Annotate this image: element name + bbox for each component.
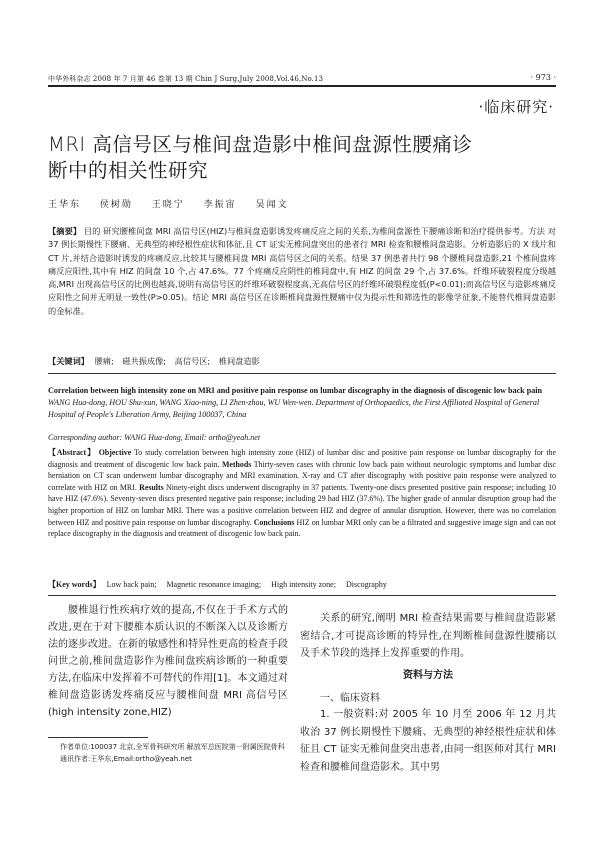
methods-text: Thirty-seven cases with chronic low back pain without neurologic symptoms and lumbar disc herniation on CT scan underwent lumbar discography and MRI examination. X-ray and CT after discography with positive pain response were analyzed to correlate with HIZ on MRI. [48, 459, 556, 492]
author: 李振宙 [203, 200, 237, 210]
cn-abstract-text: 目的 研究腰椎间盘 MRI 高信号区(HIZ)与椎间盘造影诱发疼痛反应之间的关系,为椎间盘源性下腰痛诊断和治疗提供参考。方法 对 37 例长期慢性下腰痛、无典型的神经根性症状和体征,且 CT 证实无椎间盘突出的患者行 MRI 检查和腰椎间盘造影。分析造影后的 X 线片和 CT 片,并结合造影时诱发的疼痛反应,比较其与腰椎间盘 MRI 高信号区之间的关系。结果 37 例患者共行 98 个腰椎间盘造影,21 个椎间盘疼痛反应阳性,其中有 HIZ 的间盘 10 个,占 47.6%。77 个疼痛反应阴性的椎间盘中,有 HIZ 的间盘 29 个,占 37.6%。纤维环破裂程度分级越高,MRI 出现高信号区的比例也越高,说明有高信号区的纤维环破裂程度高,无高信号区的纤维环破裂程度低(P<0.01);而高信号区与造影疼痛反应阳性之间并无明显一致性(P>0.05)。结论 MRI 高信号区在诊断椎间盘源性腰痛中仅为提示性和筛选性的影像学征象,不能替代椎间盘造影的金标准。 [48, 226, 556, 316]
authors-cn [48, 197, 303, 210]
methods-label: Methods [221, 459, 252, 469]
footnote-affiliation: 作者单位:100037 北京,全军骨科研究所 解放军总医院第一附属医院骨科 [60, 743, 285, 751]
author: 王华东 [48, 200, 82, 210]
english-authors-affiliation: WANG Hua-dong, HOU Shu-xun, WANG Xiao-ning, LI Zhen-zhou, WU Wen-wen. Department of Orthopaedics, the First Affiliated Hospital of General Hospital of People's Liberation Army, Beijing 100037, China [48, 397, 540, 419]
english-abstract [48, 447, 556, 540]
keyword: Magnetic resonance imaging; [166, 580, 262, 589]
page-number: · 973 · [530, 73, 556, 82]
keyword: 腰痛; [94, 356, 114, 366]
clinical-data-subheading: 一、临床资料 [320, 693, 380, 704]
section-label: ·临床研究· [478, 98, 554, 116]
keyword: 椎间盘造影 [218, 356, 260, 366]
en-abstract-label: 【Abstract】 [48, 448, 96, 457]
body-right-column-continued: 1. 一般资料:对 2005 年 10 月至 2006 年 12 月共收治 37 例长期慢性下腰痛、无典型的神经根性症状和体征且 CT 证实无椎间盘突出患者,由同一组医师对其行 MRI 检查和腰椎间盘造影术。其中男 [300, 709, 556, 773]
body-right-column: 关系的研究,阐明 MRI 检查结果需要与椎间盘造影紧密结合,才可提高诊断的特异性,在判断椎间盘源性腰痛以及手术节段的选择上发挥重要的作用。 [300, 613, 556, 659]
header-rule [48, 85, 556, 87]
keyword: Low back pain; [106, 580, 157, 589]
keyword: 磁共振成像; [122, 356, 167, 366]
en-keywords-label: 【Key words】 [48, 580, 101, 589]
journal-header: 中华外科杂志 2008 年 7 月第 46 卷第 13 期 Chin J Surg,July 2008,Vol.46,No.13 [48, 75, 324, 83]
author: 王晓宁 [151, 200, 185, 210]
corresponding-author: Corresponding author: WANG Hua-dong, Email: ortho@yeah.net [48, 433, 261, 442]
author: 侯树勋 [99, 200, 133, 210]
footnote-rule [48, 737, 148, 738]
results-text: Ninety-eight discs underwent discography in 37 patients. Twenty-one discs presented positive pain response; including 10 have HIZ (47.6%). Seventy-seven discs presented negative pain response; including 29 had HIZ (37.6%). The higher grade of annular disruption group had the higher proportion of HIZ on lumbar MRI. There was a positive correlation between HIZ and degree of annular disruption. However, there was no correlation between HIZ and positive pain response on lumbar discography. [48, 482, 556, 527]
keyword: High intensity zone; [271, 580, 336, 589]
footnote-correspondence: 通讯作者:王华东,Email:ortho@yeah.net [60, 755, 192, 763]
results-label: Results [139, 482, 164, 492]
article-title: MRI 高信号区与椎间盘造影中椎间盘源性腰痛诊断中的相关性研究 [48, 133, 473, 182]
cn-abstract [48, 225, 556, 318]
conclusions-text: HIZ on lumbar MRI only can be a filtrated and suggestive image sign and can not replace discography in the diagnosis and treatment of discogenic low back pain. [48, 517, 556, 539]
section-divider [48, 595, 556, 596]
keyword: Discography [345, 580, 387, 589]
keyword: 高信号区; [174, 356, 211, 366]
materials-methods-heading: 资料与方法 [403, 670, 453, 681]
body-left-column: 腰椎退行性疾病疗效的提高,不仅在于手术方式的改进,更在于对下腰椎本质认识的不断深入以及诊断方法的逐步改进。在新的敏感性和特异性更高的检查手段问世之前,椎间盘造影作为椎间盘疾病诊断的一种重要方法,在临床中发挥着不可替代的作用[1]。本文通过对椎间盘造影诱发疼痛反应与腰椎间盘 MRI 高信号区(high intensity zone,HIZ) [48, 605, 288, 718]
section-divider [48, 373, 556, 374]
cn-keywords-label: 【关键词】 [48, 356, 89, 366]
cn-abstract-label: 【摘要】 [48, 226, 82, 236]
footnote [48, 741, 288, 765]
en-keywords [48, 579, 556, 590]
objective-text: To study correlation between high intensity zone (HIZ) of lumbar disc and positive pain response on lumbar discography for the diagnosis and treatment of discogenic low back pain. [48, 448, 556, 469]
author: 吴闻文 [255, 200, 289, 210]
objective-label: Objective [98, 448, 132, 457]
english-title [48, 385, 556, 420]
english-title-text: Correlation between high intensity zone on MRI and positive pain response on lumbar discography in the diagnosis of discogenic low back pain [48, 386, 543, 395]
cn-keywords [48, 356, 556, 367]
conclusions-label: Conclusions [253, 517, 295, 527]
